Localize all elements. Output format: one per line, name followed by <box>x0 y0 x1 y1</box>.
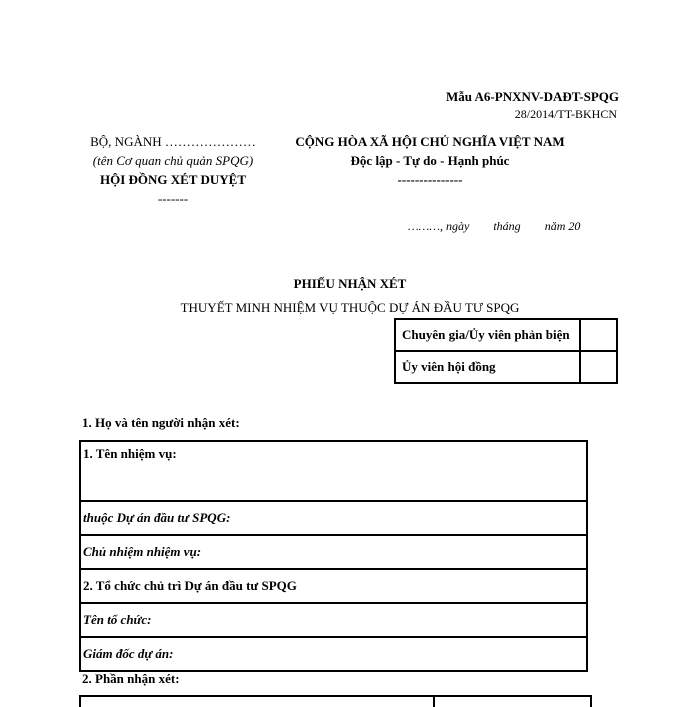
reviewer-name-label: 1. Họ và tên người nhận xét: <box>82 415 240 430</box>
role-checkbox[interactable] <box>580 319 617 351</box>
role-label: Ủy viên hội đồng <box>395 351 580 383</box>
motto-rule: --------------- <box>397 172 463 187</box>
date-month: tháng <box>493 219 521 233</box>
role-checkbox-table <box>394 318 618 384</box>
circular-number: 28/2014/TT-BKHCN <box>514 107 617 121</box>
host-organization-heading: 2. Tổ chức chủ trì Dự án đầu tư SPQG <box>80 569 587 603</box>
role-row <box>395 351 617 383</box>
issuing-body-block <box>78 132 268 208</box>
national-motto: Độc lập - Tự do - Hạnh phúc <box>350 153 510 168</box>
remarks-section-label: 2. Phần nhận xét: <box>82 671 180 686</box>
task-leader-field[interactable]: Chủ nhiệm nhiệm vụ: <box>80 535 587 569</box>
remarks-table[interactable] <box>79 695 592 707</box>
organization-name-field[interactable]: Tên tổ chức: <box>80 603 587 637</box>
page-title: PHIẾU NHẬN XÉT <box>293 276 407 291</box>
date-place: ………, ngày <box>408 219 470 233</box>
national-header-block <box>280 132 580 189</box>
role-label: Chuyên gia/Ủy viên phản biện <box>395 319 580 351</box>
role-row <box>395 319 617 351</box>
project-field[interactable]: thuộc Dự án đầu tư SPQG: <box>80 501 587 535</box>
ministry-line: BỘ, NGÀNH ………………… <box>90 134 256 149</box>
date-year: năm 20 <box>544 219 581 233</box>
project-director-field[interactable]: Giám đốc dự án: <box>80 637 587 671</box>
table-row <box>80 603 587 637</box>
form-code: Mẫu A6-PNXNV-DAĐT-SPQG <box>446 89 619 104</box>
table-row <box>80 535 587 569</box>
task-name-field[interactable]: 1. Tên nhiệm vụ: <box>80 441 587 501</box>
table-row <box>80 569 587 603</box>
role-checkbox[interactable] <box>580 351 617 383</box>
table-row <box>80 501 587 535</box>
task-info-table <box>79 440 588 672</box>
remarks-column-divider <box>433 697 435 707</box>
table-row <box>80 441 587 501</box>
date-line <box>408 219 580 234</box>
agency-note: (tên Cơ quan chủ quản SPQG) <box>92 153 254 168</box>
council-name: HỘI ĐỒNG XÉT DUYỆT <box>99 172 247 187</box>
council-rule: ------- <box>157 191 189 206</box>
country-name: CỘNG HÒA XÃ HỘI CHỦ NGHĨA VIỆT NAM <box>295 134 565 149</box>
table-row <box>80 637 587 671</box>
page-subtitle: THUYẾT MINH NHIỆM VỤ THUỘC DỰ ÁN ĐẦU TƯ SPQG <box>180 300 520 315</box>
